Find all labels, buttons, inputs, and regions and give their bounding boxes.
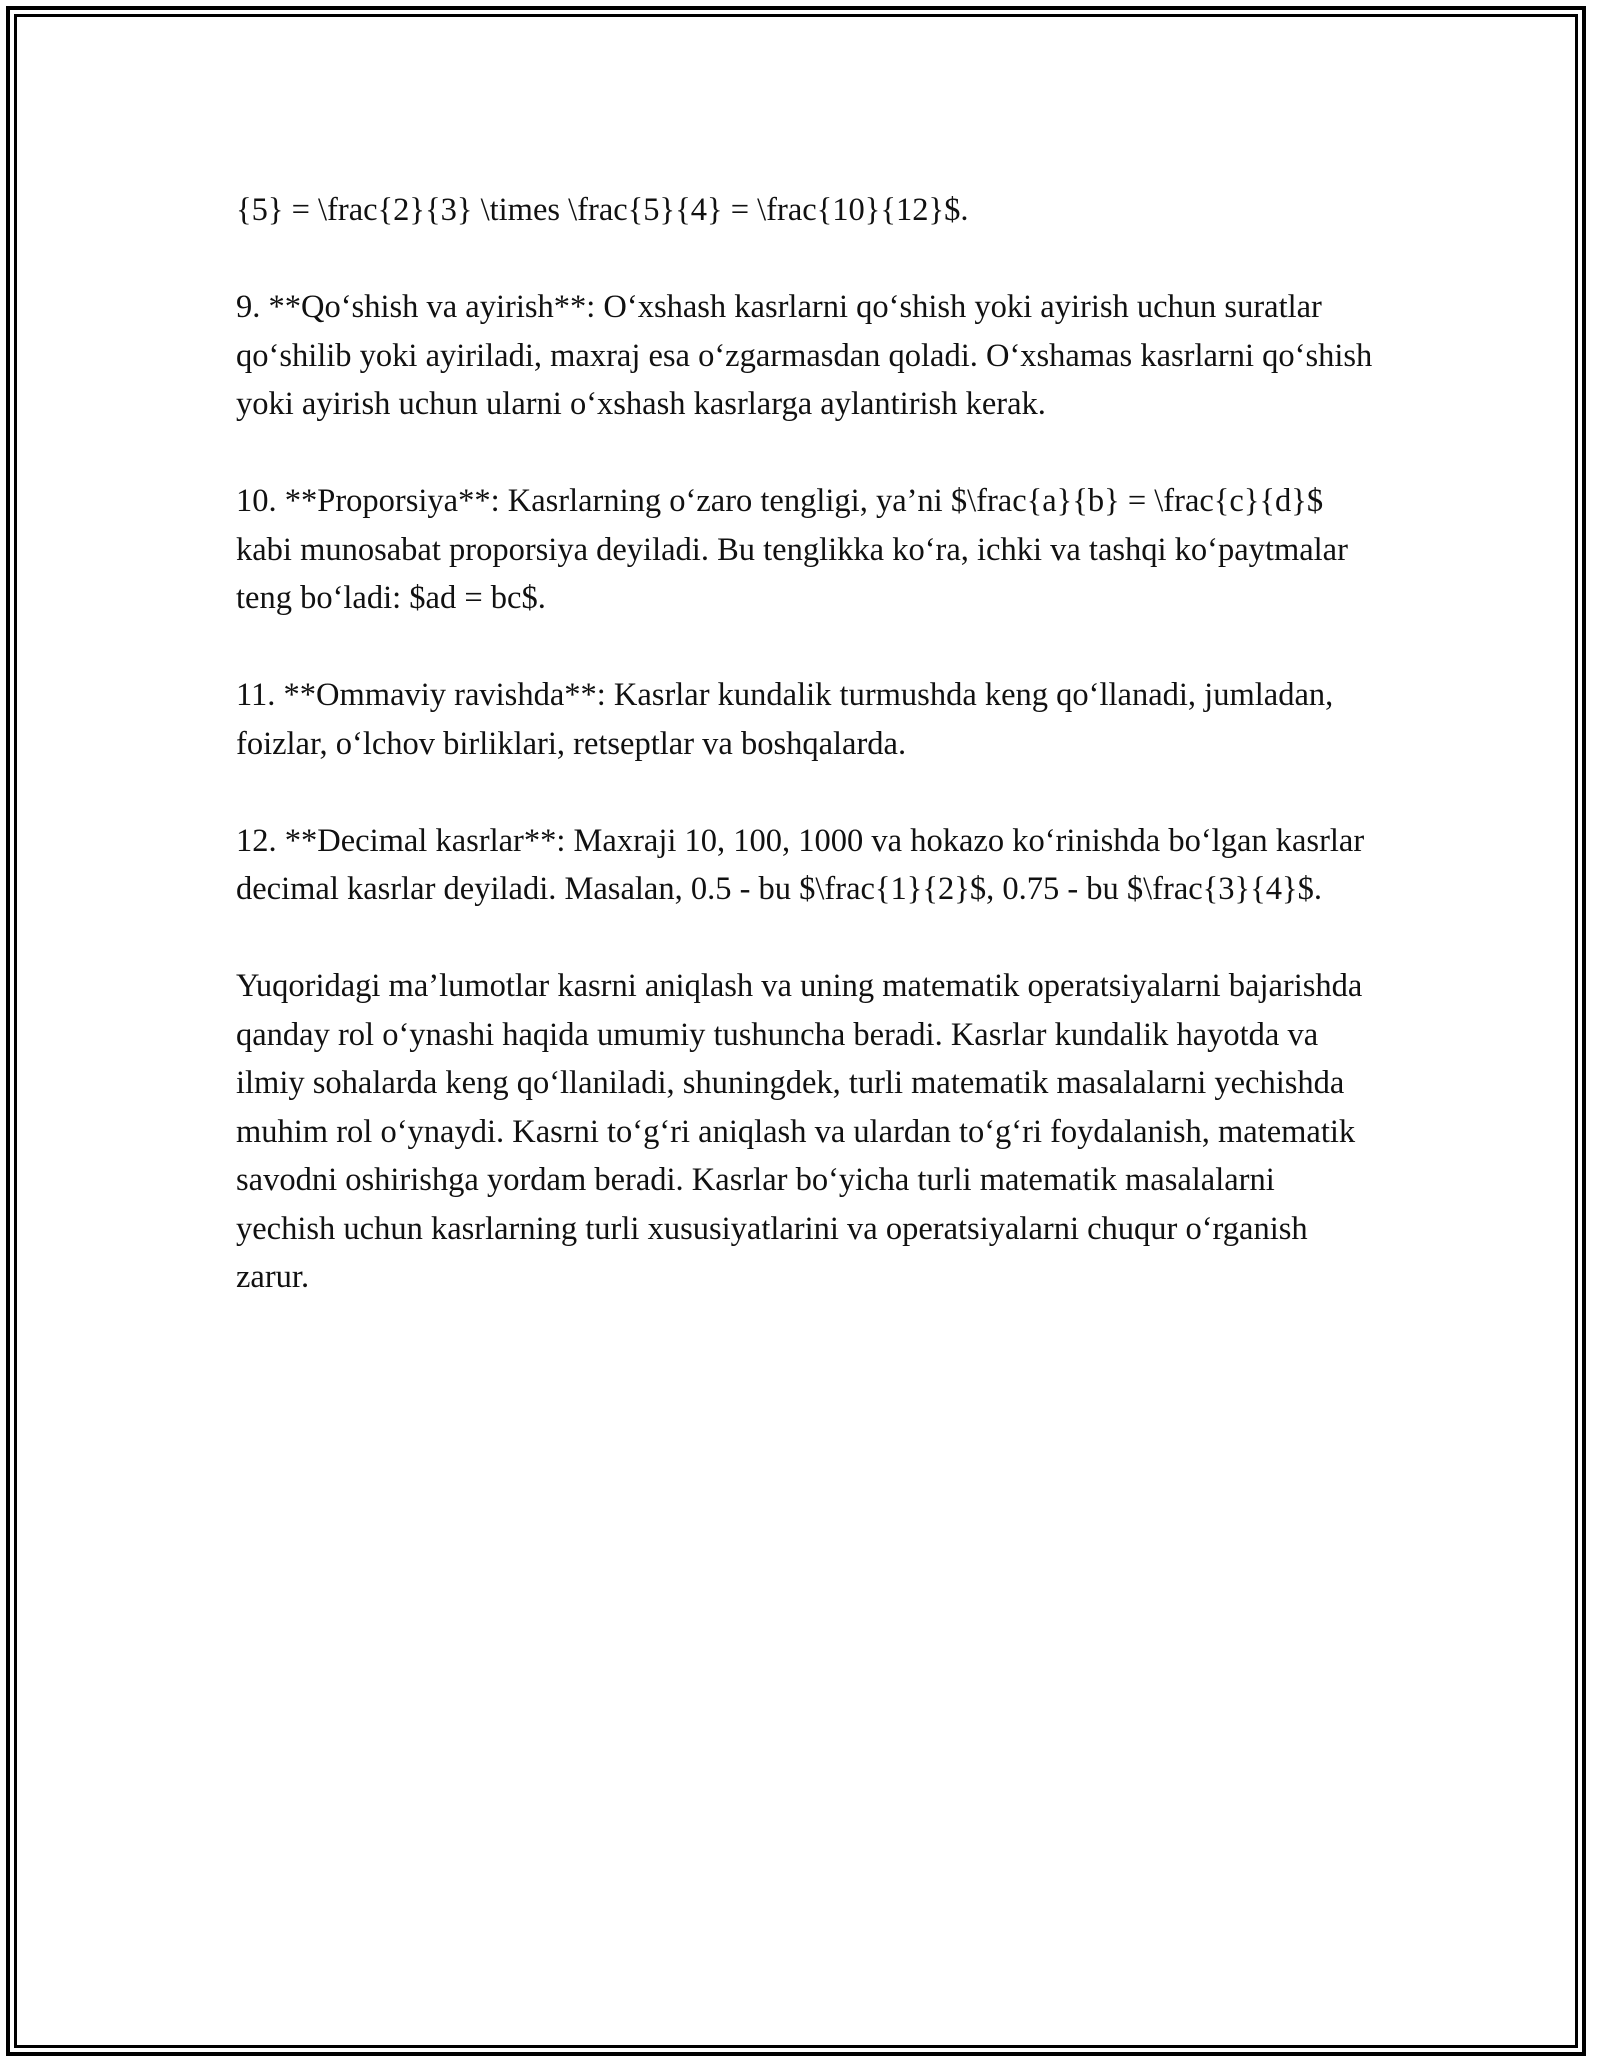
paragraph-conclusion: Yuqoridagi ma’lumotlar kasrni aniqlash va uning matematik operatsiyalarni bajarishda qanday rol o‘ynashi haqida umumiy tushuncha beradi. Kasrlar kundalik hayotda va ilmiy sohalarda keng qo‘llaniladi, shuningdek, turli matematik masalalarni yechishda muhim rol o‘ynaydi. Kasrni to‘g‘ri aniqlash va ulardan to‘g‘ri foydalanish, matematik savodni oshirishga yordam beradi. Kasrlar bo‘yicha turli matematik masalalarni yechish uchun kasrlarning turli xususiyatlarini va operatsiyalarni chuqur o‘rganish zarur. (236, 968, 1363, 1295)
paragraph-equation-continuation: {5} = \frac{2}{3} \times \frac{5}{4} = \frac{10}{12}$. (236, 192, 969, 228)
document-body (236, 186, 1376, 1350)
paragraph-item-10: 10. **Proporsiya**: Kasrlarning o‘zaro tengligi, ya’ni $\frac{a}{b} = \frac{c}{d}$ kabi munosabat proporsiya deyiladi. Bu tenglikka ko‘ra, ichki va tashqi ko‘paytmalar teng bo‘ladi: $ad = bc$. (236, 483, 1348, 616)
paragraph-item-11: 11. **Ommaviy ravishda**: Kasrlar kundalik turmushda keng qo‘llanadi, jumladan, foizlar, o‘lchov birliklari, retseptlar va boshqalarda. (236, 677, 1334, 762)
paragraph-item-12: 12. **Decimal kasrlar**: Maxraji 10, 100, 1000 va hokazo ko‘rinishda bo‘lgan kasrlar decimal kasrlar deyiladi. Masalan, 0.5 - bu $\frac{1}{2}$, 0.75 - bu $\frac{3}{4}$. (236, 822, 1365, 907)
paragraph-item-9: 9. **Qo‘shish va ayirish**: O‘xshash kasrlarni qo‘shish yoki ayirish uchun suratlar qo‘shilib yoki ayiriladi, maxraj esa o‘zgarmasdan qoladi. O‘xshamas kasrlarni qo‘shish yoki ayirish uchun ularni o‘xshash kasrlarga aylantirish kerak. (236, 289, 1373, 422)
